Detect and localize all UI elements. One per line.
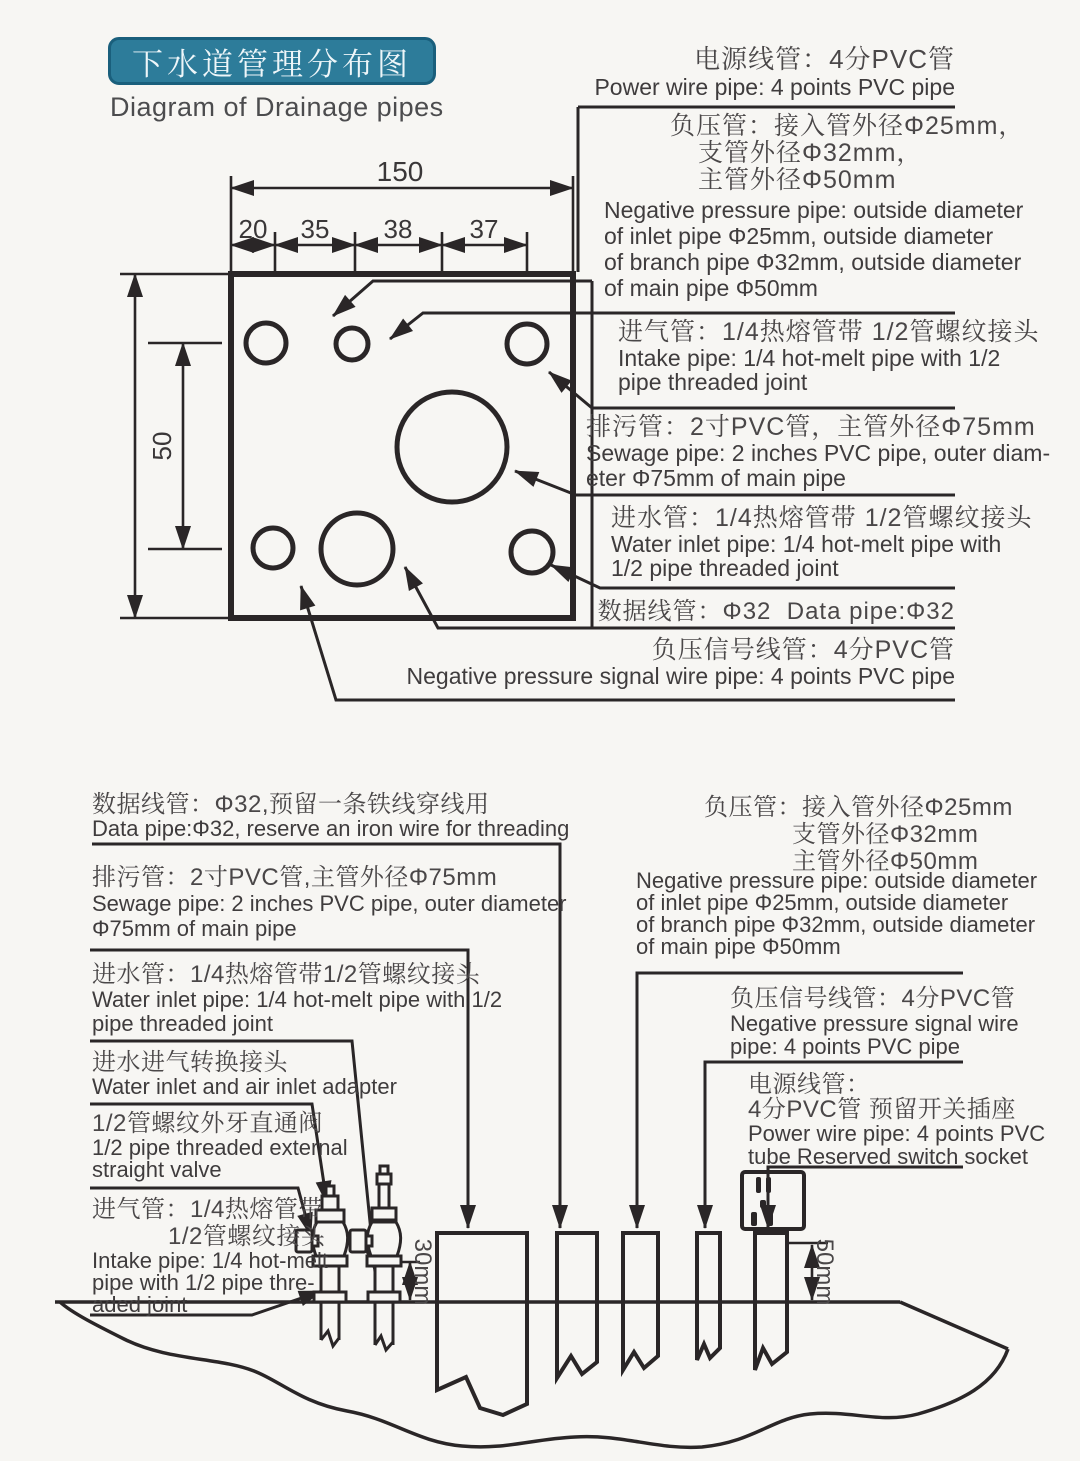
note-en: Negative pressure signal wire pipe: 4 points PVC pipe (406, 663, 955, 689)
note-en: pipe threaded joint (618, 369, 808, 395)
ground-section (55, 1302, 1008, 1447)
switch-socket (742, 1172, 804, 1229)
note-cn: 负压管：接入管外径Φ25mm， (670, 112, 1025, 140)
note-cn: 负压管：接入管外径Φ25mm (704, 794, 1013, 821)
panel-holes (246, 323, 553, 585)
note-cn: 4分PVC管 预留开关插座 (748, 1096, 1016, 1123)
dim-seg-20: 20 (238, 214, 268, 244)
note-cn: 进水管：1/4热熔管带 1/2管螺纹接头 (611, 504, 1033, 532)
note-en: pipe threaded joint (92, 1011, 274, 1036)
dim-pipe-height: 50mm (811, 1238, 838, 1306)
page-subtitle: Diagram of Drainage pipes (110, 92, 444, 122)
note-cn: 负压信号线管：4分PVC管 (651, 636, 955, 664)
note-en: Data pipe:Φ32, reserve an iron wire for threading (92, 816, 570, 841)
dim-valve-offset: 30mm (409, 1238, 436, 1306)
dim-hole-spacing: 50 (146, 431, 177, 461)
note-cn: 排污管：2寸PVC管，主管外径Φ75mm (586, 413, 1036, 441)
note-en: pipe: 4 points PVC pipe (730, 1034, 960, 1059)
note3-negative-pressure-cn (704, 794, 1013, 875)
note-cn: 数据线管：Φ32 Data pipe:Φ32 (597, 598, 955, 625)
note-en: of branch pipe Φ32mm, outside diameter (604, 249, 1022, 275)
note-en: eter Φ75mm of main pipe (586, 465, 846, 491)
note2-adapter (92, 1049, 397, 1098)
note-cn: 进水管：1/4热熔管带1/2管螺纹接头 (92, 961, 481, 988)
note-cn: 1/2管螺纹外牙直通阀 (92, 1110, 323, 1137)
note-en: of inlet pipe Φ25mm, outside diameter (636, 890, 1009, 915)
note-en: 1/2 pipe threaded joint (611, 555, 839, 581)
dim-seg-37: 37 (469, 214, 499, 244)
note-sewage-pipe (586, 414, 1050, 492)
note-en: Power wire pipe: 4 points PVC pipe (594, 74, 955, 100)
valve-assembly-2 (350, 1166, 401, 1350)
note3-negative-pressure-en (636, 870, 1037, 958)
note-cn: 支管外径Φ32mm， (698, 139, 923, 167)
note2-straight-valve (92, 1110, 348, 1181)
note-en: Water inlet pipe: 1/4 hot-melt pipe with 1/2 (92, 987, 503, 1012)
note-cn: 排污管：2寸PVC管,主管外径Φ75mm (92, 864, 498, 891)
dim-seg-38: 38 (383, 214, 413, 244)
note2-data-pipe (92, 791, 569, 840)
note-en: Negative pressure signal wire (730, 1011, 1019, 1036)
note-cn: 负压信号线管：4分PVC管 (730, 985, 1016, 1012)
title-badge: 下水道管理分布图 (108, 37, 436, 85)
note-cn: 进水进气转换接头 (92, 1049, 288, 1076)
note-en: aded joint (92, 1292, 188, 1317)
dim-seg-35: 35 (300, 214, 330, 244)
note-cn: 数据线管：Φ32,预留一条铁线穿线用 (92, 791, 490, 818)
panel-drawing (231, 274, 573, 618)
note-en: Intake pipe: 1/4 hot-melt (92, 1248, 329, 1273)
note-en: Negative pressure pipe: outside diameter (636, 868, 1038, 893)
note-negative-pressure-en (604, 197, 1023, 301)
note-cn: 支管外径Φ32mm (792, 821, 979, 848)
note-en: of main pipe Φ50mm (604, 275, 818, 301)
note-en: tube Reserved switch socket (748, 1144, 1029, 1169)
note-en: Sewage pipe: 2 inches PVC pipe, outer diam- (586, 440, 1051, 466)
note-en: straight valve (92, 1157, 222, 1182)
note2-water-inlet-pipe (92, 961, 502, 1036)
note-en: of branch pipe Φ32mm, outside diameter (636, 912, 1036, 937)
note-en: Power wire pipe: 4 points PVC (748, 1121, 1046, 1146)
note-cn: 电源线管： (748, 1071, 871, 1098)
note-en: of main pipe Φ50mm (636, 934, 841, 959)
note2-sewage-pipe (92, 864, 567, 941)
note-cn: 主管外径Φ50mm (792, 848, 979, 875)
note-en: 1/2 pipe threaded external (92, 1135, 348, 1160)
note-water-inlet-pipe (611, 505, 1032, 580)
note3-negative-signal (730, 985, 1019, 1058)
note-en: of inlet pipe Φ25mm, outside diameter (604, 223, 994, 249)
note-cn: 主管外径Φ50mm (698, 166, 897, 194)
note-en: Water inlet and air inlet adapter (92, 1074, 397, 1099)
note-en: Intake pipe: 1/4 hot-melt pipe with 1/2 (618, 345, 1001, 371)
note-en: pipe with 1/2 pipe thre- (92, 1270, 315, 1295)
note-en: Φ75mm of main pipe (92, 916, 297, 941)
note-power-wire-pipe (594, 44, 955, 100)
note-cn: 1/2管螺纹接头 (168, 1223, 326, 1250)
note3-power-wire (748, 1072, 1045, 1168)
note-en: Negative pressure pipe: outside diameter (604, 197, 1024, 223)
socket-prongs (751, 1177, 773, 1226)
note-cn: 进气管：1/4热熔管带 (92, 1196, 323, 1223)
note-cn: 进气管：1/4热熔管带 1/2管螺纹接头 (618, 318, 1040, 346)
dim-total-width: 150 (376, 156, 424, 187)
note-intake-pipe (618, 319, 1039, 394)
note-negative-pressure-cn (670, 113, 1024, 194)
note-data-pipe (598, 598, 955, 625)
note-negative-signal-pipe (407, 637, 955, 689)
buried-pipes (437, 1233, 787, 1415)
note-en: Sewage pipe: 2 inches PVC pipe, outer diameter (92, 891, 567, 916)
note-cn: 电源线管：4分PVC管 (694, 44, 955, 74)
note2-intake-pipe (92, 1196, 328, 1316)
note-en: Water inlet pipe: 1/4 hot-melt pipe with (611, 531, 1002, 557)
